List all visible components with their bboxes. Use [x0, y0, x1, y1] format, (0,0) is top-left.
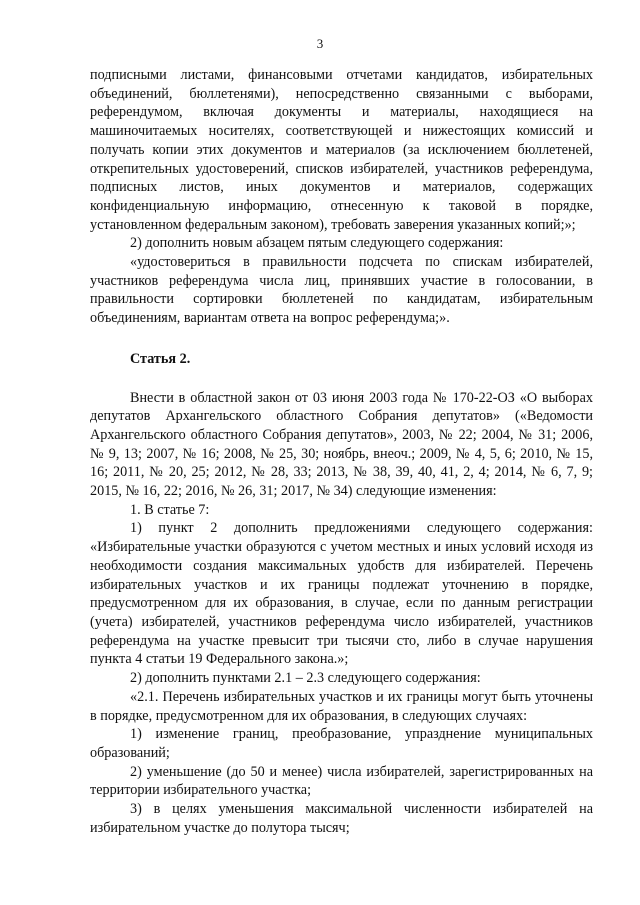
paragraph-case-2: 2) уменьшение (до 50 и менее) числа избирателей, зарегистрированных на территории избирательного участка;: [90, 763, 593, 799]
article-heading: Статья 2.: [130, 350, 191, 367]
paragraph-case-1: 1) изменение границ, преобразование, упразднение муниципальных образований;: [90, 726, 593, 761]
paragraph-subitem-1: 1) пункт 2 дополнить предложениями следующего содержания: «Избирательные участки образуются с учетом местных и иных условий исходя из необходимости создания максимальных удобств для избирателей. Перечень избирательных участков и их границы подлежат уточнению в порядке, предусмотренном для их образования, в случае, если по данным регистрации (учета) избирателей, участников референдума число избирателей, участников референдума на участке превысит три тысячи сто, либо в случае нарушения пункта 4 статьи 19 Федерального закона.»;: [90, 520, 593, 668]
paragraph-item-2: 2) дополнить новым абзацем пятым следующего содержания:: [130, 235, 504, 252]
paragraph-continuation: подписными листами, финансовыми отчетами кандидатов, избирательных объединений, бюллетенями), непосредственно связанными с выборами, референдумом, включая документы и материалы, находящиеся на машиночитаемых носителях, соответствующей и нижестоящих комиссий и получать копии этих документов и материалов (за исключением бюллетеней, открепительных удостоверений, списков избирателей, участников референдума, подписных листов, иных документов и материалов, содержащих конфиденциальную информацию, отнесенную к таковой в порядке, установленном федеральным законом), требовать заверения указанных копий;»;: [90, 67, 593, 233]
page-number: 3: [316, 36, 324, 51]
paragraph-amendment-intro: Внести в областной закон от 03 июня 2003 года № 170-22-ОЗ «О выборах депутатов Архангельского областного Собрания депутатов» («Ведомости Архангельского областного Собрания депутатов», 2003, № 22; 2004, № 31; 2006, № 9, 13; 2007, № 16; 2008, № 25, 30; ноябрь, внеоч.; 2009, № 4, 5, 6; 2010, № 15, 16; 2011, № 20, 25; 2012, № 28, 33; 2013, № 38, 39, 40, 41, 2, 4; 2014, № 6, 7, 9; 2015, № 16, 22; 2016, № 26, 31; 2017, № 34) следующие изменения:: [90, 389, 593, 500]
paragraph-section-1: 1. В статье 7:: [130, 501, 210, 518]
document-body: [90, 66, 593, 837]
paragraph-clause-2-1: «2.1. Перечень избирательных участков и их границы могут быть уточнены в порядке, предусмотренном для их образования, в следующих случаях:: [90, 688, 593, 724]
paragraph-case-3: 3) в целях уменьшения максимальной численности избирателей на избирательном участке до полутора тысяч;: [90, 801, 593, 836]
paragraph-subitem-2: 2) дополнить пунктами 2.1 – 2.3 следующего содержания:: [130, 670, 481, 687]
paragraph-quote: «удостовериться в правильности подсчета по спискам избирателей, участников референдума числа лиц, принявших участие в голосовании, в правильности сортировки бюллетеней по кандидатам, избирательным объединениям, вариантам ответа на вопрос референдума;».: [90, 254, 593, 327]
